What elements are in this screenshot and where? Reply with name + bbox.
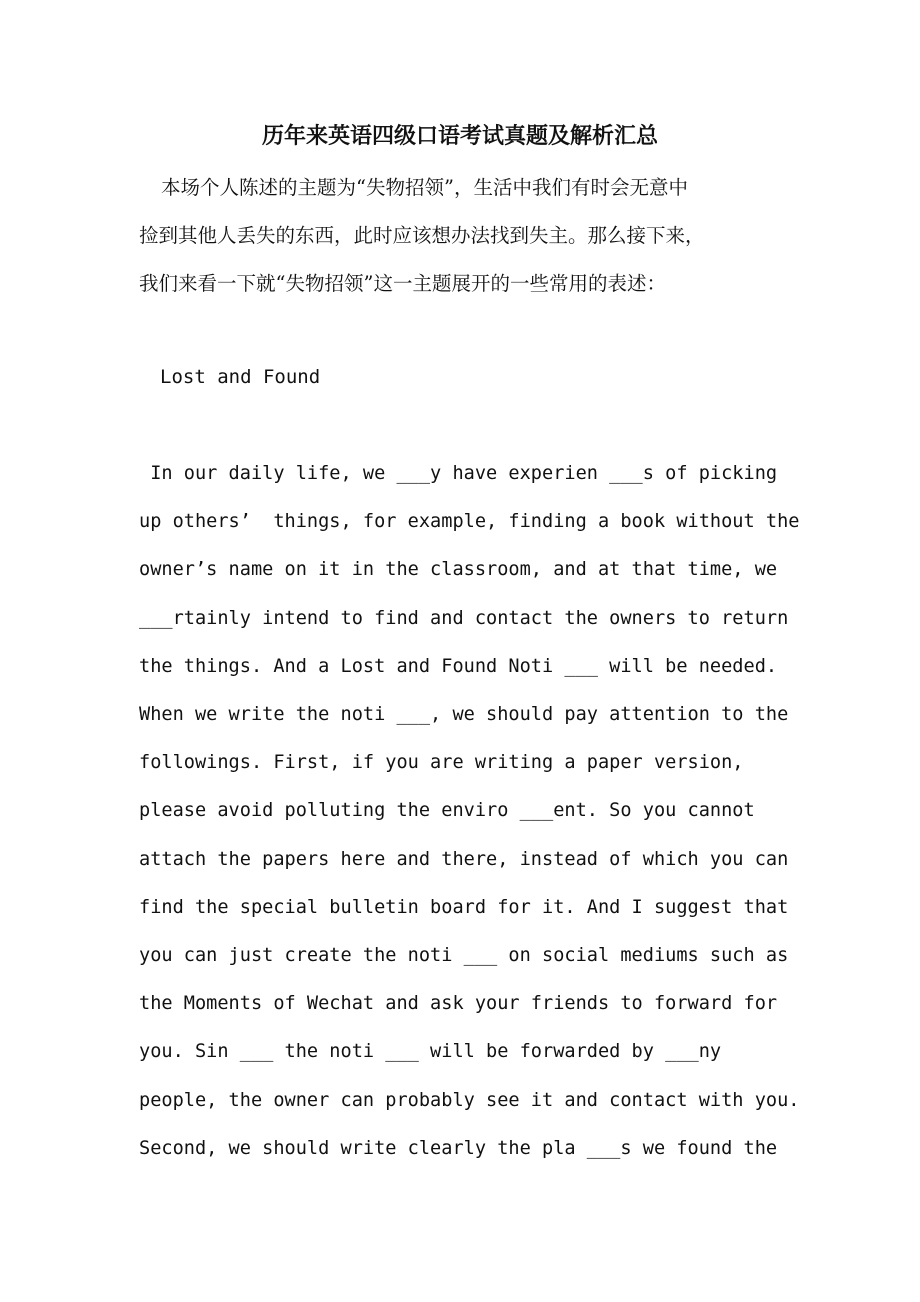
body-line: owner’s name on it in the classroom, and at that time, we (139, 559, 778, 581)
body-paragraph (139, 450, 799, 1173)
body-line: attach the papers here and there, instead of which you can (139, 848, 789, 870)
body-line: When we write the noti ___, we should pay attention to the (139, 704, 789, 726)
body-line: the things. And a Lost and Found Noti ___ will be needed. (139, 655, 778, 677)
body-line: In our daily life, we ___y have experien ___s of picking (139, 463, 778, 484)
body-line: you can just create the noti ___ on social mediums such as (139, 945, 789, 967)
body-line: Second, we should write clearly the pla ___s we found the (139, 1137, 778, 1159)
body-line: followings. First, if you are writing a paper version, (139, 752, 744, 774)
body-line: please avoid polluting the enviro ___ent. So you cannot (139, 800, 755, 822)
body-line: find the special bulletin board for it. And I suggest that (139, 896, 789, 918)
body-line: ___rtainly intend to find and contact the owners to return (139, 607, 789, 629)
intro-line: 本场个人陈述的主题为“失物招领”，生活中我们有时会无意中 (161, 176, 688, 199)
document-title: 历年来英语四级口语考试真题及解析汇总 (261, 123, 658, 149)
section-heading: Lost and Found (160, 366, 321, 388)
body-line: you. Sin ___ the noti ___ will be forwarded by ___ny (139, 1041, 722, 1063)
body-line: the Moments of Wechat and ask your friends to forward for (139, 993, 778, 1015)
intro-line: 我们来看一下就“失物招领”这一主题展开的一些常用的表述： (139, 272, 666, 295)
body-line: up others’ things, for example, finding a book without the (139, 511, 800, 533)
body-line: people, the owner can probably see it and contact with you. (139, 1089, 800, 1111)
intro-line: 捡到其他人丢失的东西，此时应该想办法找到失主。那么接下来， (139, 224, 705, 247)
intro-paragraph (139, 164, 779, 308)
